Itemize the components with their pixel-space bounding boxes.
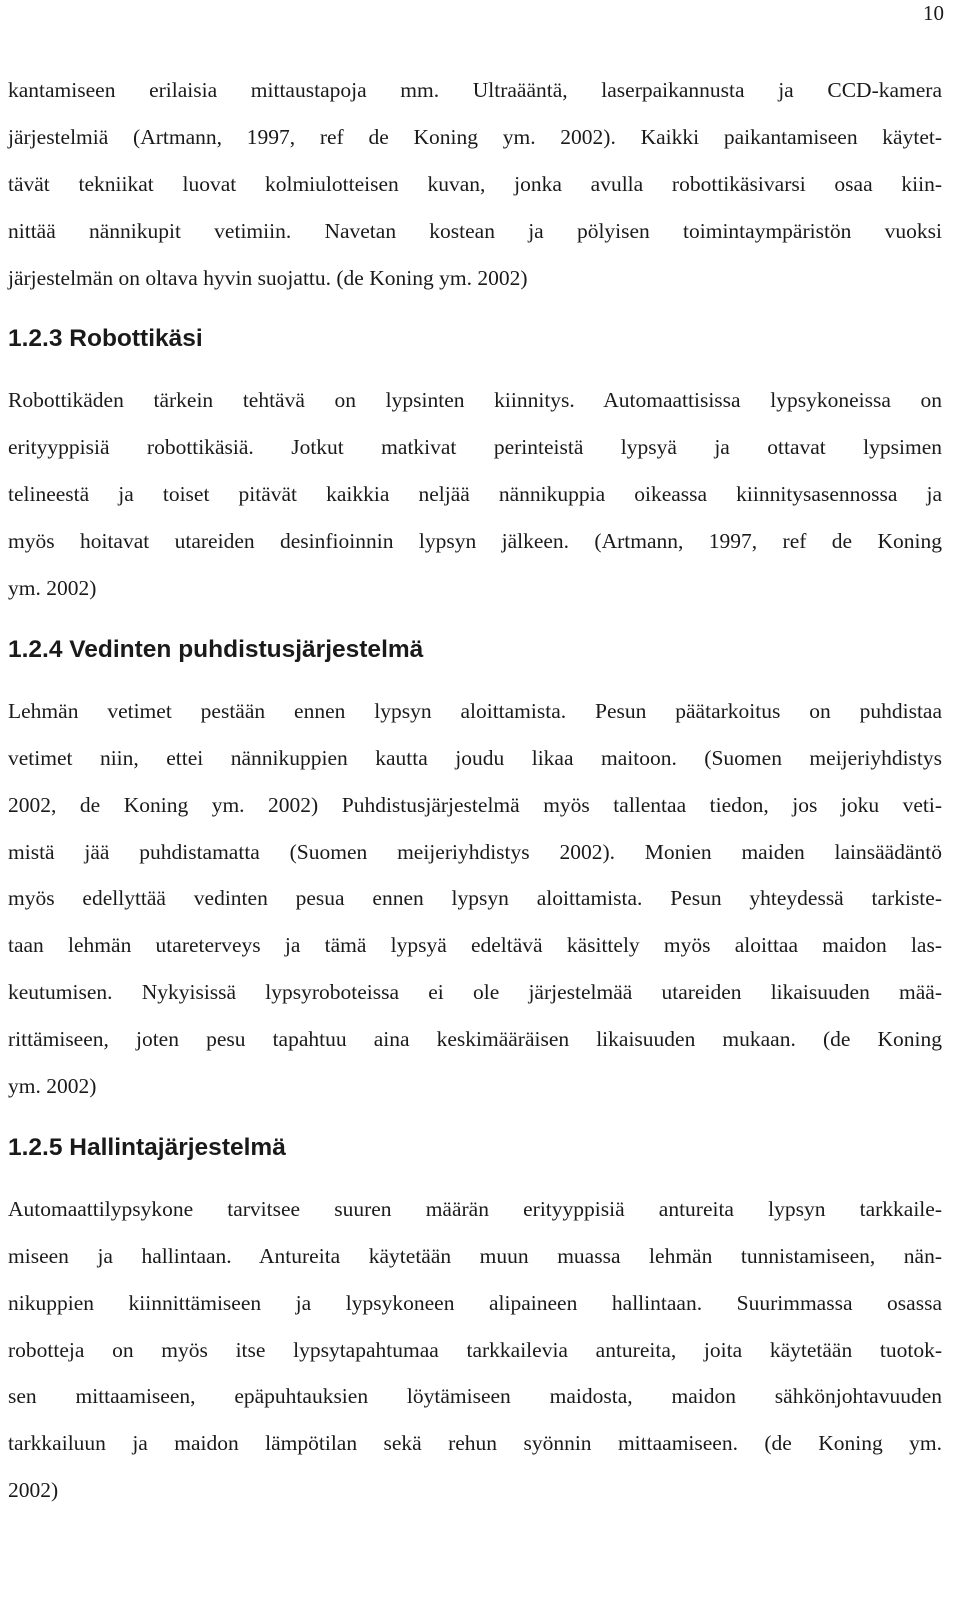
text-line: rittämiseen, joten pesu tapahtuu aina keskimääräisen likaisuuden mukaan. (de Koning (8, 1027, 942, 1052)
text-line: myös hoitavat utareiden desinfioinnin lypsyn jälkeen. (Artmann, 1997, ref de Koning (8, 529, 942, 554)
text-line: telineestä ja toiset pitävät kaikkia neljää nännikuppia oikeassa kiinnitysasennossa ja (8, 482, 942, 507)
text-line: vetimet niin, ettei nännikuppien kautta joudu likaa maitoon. (Suomen meijeriyhdistys (8, 745, 942, 770)
section-heading-robottikasi: 1.2.3 Robottikäsi (8, 325, 203, 353)
section-heading-vedinten-puhdistus: 1.2.4 Vedinten puhdistusjärjestelmä (8, 635, 424, 663)
page-number: 10 (923, 1, 944, 25)
text-line: nittää nännikupit vetimiin. Navetan kostean ja pölyisen toimintaympäristön vuoksi (8, 218, 942, 243)
page-content (8, 67, 942, 1514)
text-line: keutumisen. Nykyisissä lypsyroboteissa ei ole järjestelmää utareiden likaisuuden mää- (8, 980, 942, 1005)
text-line: järjestelmän on oltava hyvin suojattu. (de Koning ym. 2002) (8, 265, 528, 290)
text-line: nikuppien kiinnittämiseen ja lypsykoneen alipaineen hallintaan. Suurimmassa osassa (8, 1290, 942, 1315)
text-line: järjestelmiä (Artmann, 1997, ref de Koning ym. 2002). Kaikki paikantamiseen käytet- (8, 124, 942, 149)
paragraph-hallintajarjestelma (8, 1186, 942, 1514)
text-line: ym. 2002) (8, 576, 97, 601)
text-line: tarkkailuun ja maidon lämpötilan sekä rehun syönnin mittaamiseen. (de Koning ym. (8, 1431, 942, 1456)
section-heading-hallintajarjestelma: 1.2.5 Hallintajärjestelmä (8, 1133, 286, 1161)
text-line: tävät tekniikat luovat kolmiulotteisen kuvan, jonka avulla robottikäsivarsi osaa kiin- (8, 171, 942, 196)
text-line: ym. 2002) (8, 1074, 97, 1099)
text-line: erityyppisiä robottikäsiä. Jotkut matkivat perinteistä lypsyä ja ottavat lypsimen (8, 435, 942, 460)
text-line: 2002) (8, 1478, 59, 1503)
text-line: mistä jää puhdistamatta (Suomen meijeriyhdistys 2002). Monien maiden lainsäädäntö (8, 839, 942, 864)
paragraph-vedinten-puhdistus (8, 688, 942, 1110)
text-line: Automaattilypsykone tarvitsee suuren määrän erityyppisiä antureita lypsyn tarkkaile- (8, 1196, 942, 1221)
text-line: 2002, de Koning ym. 2002) Puhdistusjärjestelmä myös tallentaa tiedon, jos joku veti- (8, 792, 942, 817)
text-line: kantamiseen erilaisia mittaustapoja mm. Ultraääntä, laserpaikannusta ja CCD-kamera (8, 78, 942, 102)
text-line: Robottikäden tärkein tehtävä on lypsinten kiinnitys. Automaattisissa lypsykoneissa on (8, 388, 942, 413)
paragraph-continuation (8, 67, 942, 301)
text-line: myös edellyttää vedinten pesua ennen lypsyn aloittamista. Pesun yhteydessä tarkiste- (8, 886, 942, 911)
text-line: miseen ja hallintaan. Antureita käytetään muun muassa lehmän tunnistamiseen, nän- (8, 1243, 942, 1268)
text-line: sen mittaamiseen, epäpuhtauksien löytämiseen maidosta, maidon sähkönjohtavuuden (8, 1384, 942, 1409)
text-line: robotteja on myös itse lypsytapahtumaa tarkkailevia antureita, joita käytetään tuotok- (8, 1337, 942, 1362)
text-line: Lehmän vetimet pestään ennen lypsyn aloittamista. Pesun päätarkoitus on puhdistaa (8, 698, 942, 723)
text-line: taan lehmän utareterveys ja tämä lypsyä edeltävä käsittely myös aloittaa maidon las- (8, 933, 942, 958)
paragraph-robottikasi (8, 377, 942, 611)
